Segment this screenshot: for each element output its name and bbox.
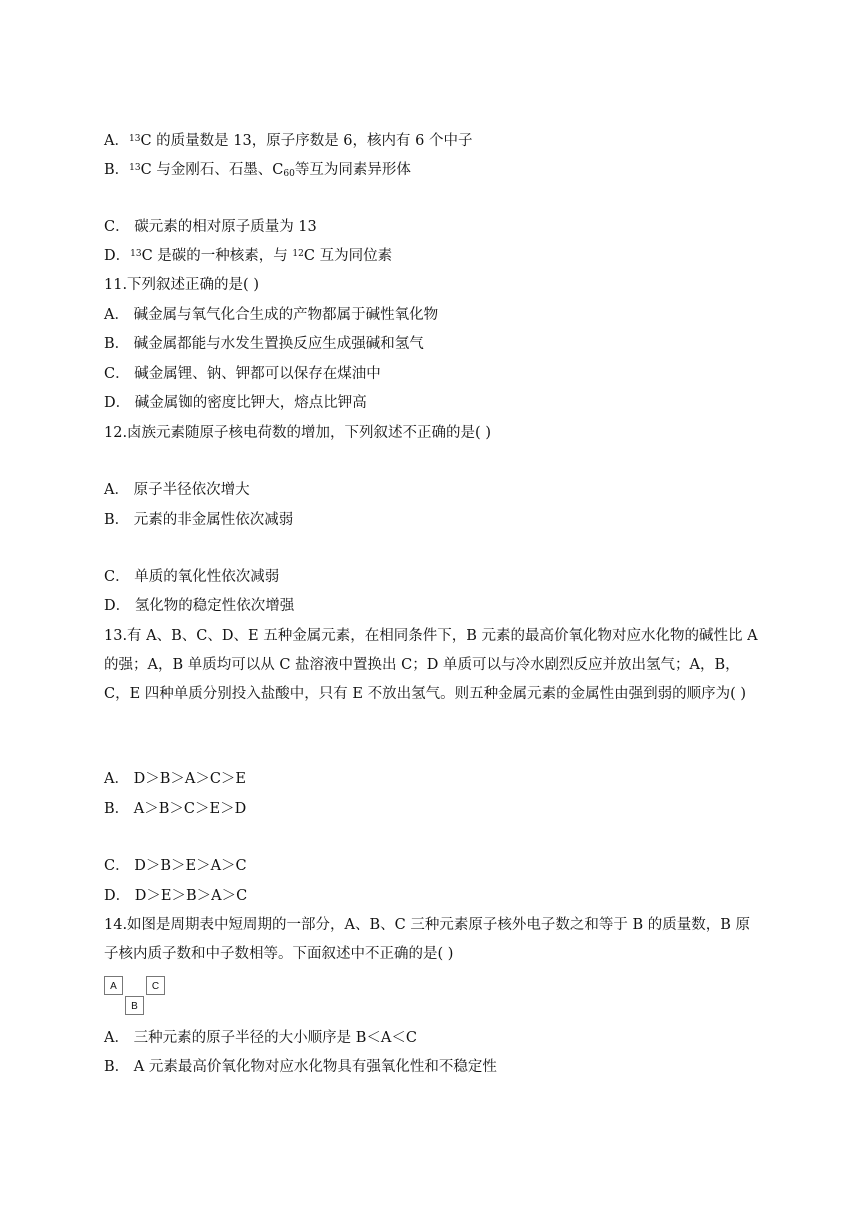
q11-option-c: C． 碱金属锂、钠、钾都可以保存在煤油中 xyxy=(104,366,381,382)
mass-number: 12 xyxy=(292,249,304,259)
q13-stem: 13.有 A、B、C、D、E 五种金属元素，在相同条件下，B 元素的最高价氧化物对应水化物的碱性比 A 的强；A，B 单质均可以从 C 盐溶液中置换出 C；D 单质可以与冷水剧烈反应并放出氢气；A，B，C，E 四种单质分别投入盐酸中，只有 E 不放出氢气。则五种金属元素的金属性由强到弱的顺序为( ) xyxy=(104,628,758,702)
q13-option-b: B． A＞B＞C＞E＞D xyxy=(104,801,247,817)
option-text: C 是碳的一种核素，与 xyxy=(141,248,293,264)
q11-option-a: A． 碱金属与氧气化合生成的产物都属于碱性氧化物 xyxy=(104,307,439,323)
q13-option-a: A． D＞B＞A＞C＞E xyxy=(104,771,247,787)
q11-option-b: B． 碱金属都能与水发生置换反应生成强碱和氢气 xyxy=(104,336,424,352)
mass-number: 13 xyxy=(128,134,141,144)
option-text: 等互为同素异形体 xyxy=(294,162,411,178)
q11-option-d: D． 碱金属铷的密度比钾大，熔点比钾高 xyxy=(104,395,367,411)
option-text: C 的质量数是 13，原子序数是 6，核内有 6 个中子 xyxy=(140,133,473,149)
q11-stem: 11.下列叙述正确的是( ) xyxy=(104,277,259,293)
q14-option-a: A． 三种元素的原子半径的大小顺序是 B＜A＜C xyxy=(104,1030,417,1046)
cell-b: B xyxy=(125,996,144,1015)
q14-stem: 14.如图是周期表中短周期的一部分，A、B、C 三种元素原子核外电子数之和等于 B 的质量数，B 原子核内质子数和中子数相等。下面叙述中不正确的是( ) xyxy=(104,917,751,962)
subscript: 60 xyxy=(283,169,295,179)
option-letter: A． xyxy=(104,133,129,149)
q10-option-c: C． 碳元素的相对原子质量为 13 xyxy=(104,219,317,235)
q12-stem: 12.卤族元素随原子核电荷数的增加，下列叙述不正确的是( ) xyxy=(104,425,491,441)
option-text: C 与金刚石、石墨、C xyxy=(140,162,284,178)
q10-option-d xyxy=(104,246,392,266)
q10-option-b xyxy=(104,160,411,182)
q12-option-c: C． 单质的氧化性依次减弱 xyxy=(104,569,280,585)
q12-option-b: B． 元素的非金属性依次减弱 xyxy=(104,512,294,528)
mass-number: 13 xyxy=(129,163,141,173)
q13-option-d: D． D＞E＞B＞A＞C xyxy=(104,888,248,904)
cell-a: A xyxy=(104,976,123,995)
option-text: C 互为同位素 xyxy=(303,248,393,264)
periodic-table-fragment xyxy=(104,976,166,1018)
mass-number: 13 xyxy=(130,249,142,259)
q12-option-d: D． 氢化物的稳定性依次增强 xyxy=(104,598,295,614)
option-letter: B． xyxy=(104,162,130,178)
q12-option-a: A． 原子半径依次增大 xyxy=(104,482,250,498)
cell-c: C xyxy=(146,976,165,995)
q14-option-b: B． A 元素最高价氧化物对应水化物具有强氧化性和不稳定性 xyxy=(104,1059,497,1075)
q10-option-a xyxy=(104,131,472,151)
q13-option-c: C． D＞B＞E＞A＞C xyxy=(104,858,247,874)
option-letter: D． xyxy=(104,248,131,264)
